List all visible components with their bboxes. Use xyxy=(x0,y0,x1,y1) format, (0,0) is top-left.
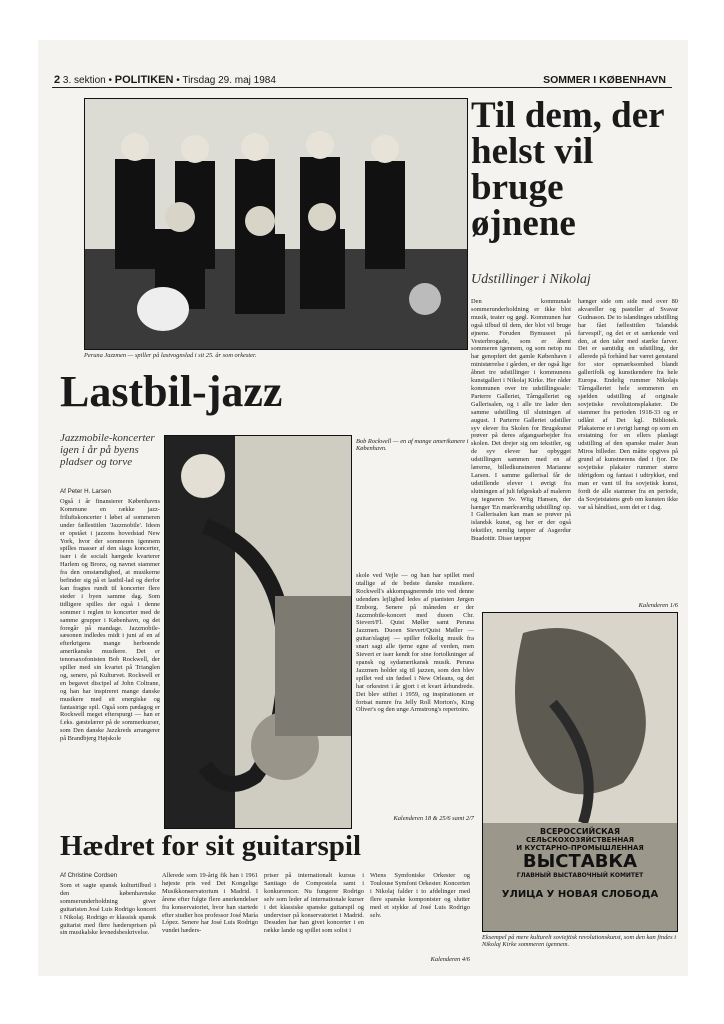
section-title: SOMMER I KØBENHAVN xyxy=(543,74,666,86)
nikolaj-headline: Til dem, der helst vil bruge øjnene xyxy=(471,95,664,244)
masthead: 2 3. sektion • POLITIKEN • Tirsdag 29. maj 1984 xyxy=(54,74,276,86)
newspaper-page xyxy=(38,40,688,976)
saxophonist-image xyxy=(165,436,351,828)
saxophonist-caption: Bob Rockwell — en af mange amerikanere i København. xyxy=(356,438,469,452)
nikolaj-column-1: Den kommunale sommerunderholdning er ikke blot musik, teater og gøgl. Kommunen har også tilbud til dem, der blot vil bruge øjnene. Foruden Bymuseet på Vesterbrogade, som er åbent sommeren igennem, og som netop nu har genopført det gamle København i ministørrelse i gården, er der også lige åbnet tre udstillinger i kommunens kunstgalleri i Nikolaj Kirke. Her råder kommunen over tre udstillingssale: Parterre Galleriet, Tårngalleriet og Gallerisalen, og i alle tre lader den samme udstilling til slutningen af august. I Parterre Galleriet udstiller syv elever fra Skolen for Brugskunst prøver på deres afgangsarbejder fra skolen. Det drejer sig om tekstiler, og de syv elever har opbygget udstillingen sammen med en af lærerne, billedkunstneren Marianne Larsen. I samme gallerisal får de udstillende elever i øvrigt fra slutningen af juli følgeskab af maleren og tegneren Sv. Wiig Hansen, der hænger 'En mærkværdig udstilling' op. I Gallerisalen kan man se prøver på islandsk kunst, og her er der også tekstiler, nemlig tæpper af Asgerdur Buadottir. Disse tæpper xyxy=(471,298,571,543)
poster-line-2: СЕЛЬСКОХОЗЯЙСТВЕННАЯ xyxy=(525,836,634,844)
nikolaj-calendar-ref: Kalenderen 1/6 xyxy=(638,602,678,609)
poster-line-6: УЛИЦА У НОВАЯ СЛОБОДА xyxy=(501,889,659,900)
band-photo-caption: Peruna Jazzmen — spiller på lastvognslad i sit 25. år som orkester. xyxy=(84,352,257,359)
guitar-byline: Af Christine Cordsen xyxy=(60,872,118,879)
poster-line-5: ГЛАВНЫЙ ВЫСТАВОЧНЫЙ КОМИТЕТ xyxy=(516,872,644,879)
band-photo xyxy=(84,98,468,350)
poster-line-3: И КУСТАРНО-ПРОМЫШЛЕННАЯ xyxy=(516,844,644,852)
nikolaj-subhead: Udstillinger i Nikolaj xyxy=(471,272,591,287)
jazz-byline: Af Peter H. Larsen xyxy=(60,488,111,495)
poster-line-4: ВЫСТАВКА xyxy=(522,851,638,872)
guitar-column-4: Wiens Symfoniske Orkester og Toulouse Symfoni Orkester. Koncerten i Nikolaj falder i to afdelinger med flere spanske komponister og slutter med et stykke af José Luis Rodrigo selv. xyxy=(370,872,470,919)
guitar-calendar-ref: Kalenderen 4/6 xyxy=(430,956,470,963)
issue-date: Tirsdag 29. maj 1984 xyxy=(182,75,276,86)
poster-line-1: ВСЕРОССИЙСКАЯ xyxy=(540,827,620,836)
poster-caption: Eksempel på mere kulturelt soviejtisk revolutionskunst, som den kan findes i Nikolaj Kirke sommeren igennem. xyxy=(482,934,676,948)
band-photo-image xyxy=(85,99,467,349)
guitar-column-1: Som et sagte spansk kulturtilbud i den københavnske sommerunderholdning giver guitaristen José Luis Rodrigo koncert i Nikolaj. Rodrigo er klassisk spansk guitarist med flere hædersprisen på sin musikalske levnedsbeskrivelse. xyxy=(60,882,156,937)
jazz-headline: Lastbil-jazz xyxy=(60,367,283,416)
jazz-calendar-ref: Kalenderen 18 & 25/6 samt 2/7 xyxy=(393,815,474,822)
guitar-column-2: Allerede som 19-årig fik han i 1961 højeste pris ved Det Kongelige Musikkonservatorium i Madrid. I årene efter fulgte flere anerkendelser fra konservatoriet, hvor han startede efter studier hos professor José María López. Senere har José Luis Rodrigo vundet hæders- xyxy=(162,872,258,935)
paper-name: POLITIKEN xyxy=(114,74,174,86)
jazz-column-1: Også i år finansierer Københavns Kommune en række jazz-friluftskoncerter i løbet af sommeren under fællestitlen 'Jazzmobile'. Ideen er opstået i jazzens hovedstad New York, hvor der sommeren igennem spilles masser af den slags koncerter, især i de socialt hærgede kvarterer Harlem og Bronx, og navnet stammer fra den omstændighed, at musikerne befinder sig på et lastbil-lad og derfor kan fragtes rundt til koncerter flere steder i byen samme dag. Som tidligere spilles der også i denne sommer i reglen to koncerter med de samme grupper i København, og det foregår på mandage. Jazzmobile-sæsonen indledes midt i juni af en af efterkrigens mange herboende amerikanske musikere. Det er tenorsaxofonisten Bob Rockwell, der spiller med sin kvartet på Trianglen og, senere, på Kulturvet. Rockwell er en begavet discipel af John Coltrane, og han har inspireret mange danske musikere med sit energiske og fantasirige spil. Også som pædagog er Rockwell meget efterspurgt — han er f.eks. gæstelærer på de sommerkurser, som Den danske Jazzkreds arrangerer på Brandbjerg Højskole xyxy=(60,498,160,743)
nikolaj-column-2: hænger side om side med over 80 akvareller og pasteller af Svavar Gudnason. De to islandinges udstilling har fået fællestitlen 'Islandsk farvespil', og det er et særkende ved den, at den taler med stærke farver. Det er samtidig en udstilling, der allerede på forhånd har været genstand for stor opmærksomhed blandt gallerifolk og kunstkendere fra hele Europa. Endelig rummer Nikolajs Tårngalleriet hele sommeren en sjælden udstilling af originale sovjetiske revolutionsplakater. De stammer fra perioden 1918-33 og er udlånt af Det kgl. Bibliotek. Plakaterne er i øvrigt hængt op som en erstatning for en ellers planlagt udstilling af den spanske maler Jean Miros billeder. Den måtte opgives på grund af kunstnerens død i fjor. De sovjetiske plakater rummer større idérigdom og fantasi i udtrykket, end man er vant til fra sovjetisk kunst, fordi de alle stammer fra en periode, da Sovjetstatens greb om kunsten ikke var så håndfast, som det er i dag. xyxy=(578,298,678,511)
page-number: 2 xyxy=(54,74,61,86)
soviet-poster xyxy=(482,612,678,932)
masthead-rule xyxy=(52,87,672,88)
guitar-column-3: priser på internationalt kursus i Santiago de Compostela samt i konkurrencer. Nu fungerer Rodrigo selv som leder af internationale kurser i det klassiske spanske guitarspil og underviser på konservatoriet i Madrid. Desuden har han givet koncerter i en række lande og spillet som solist i xyxy=(264,872,364,935)
section-label: 3. sektion xyxy=(62,75,106,86)
jazz-column-2: skole ved Vejle — og han har spillet med utallige af de bedste danske musikere. Rockwell's akkompagnerende trio ved denne udendørs lejlighed ledes af pianisten Jørgen Emborg. Senere på måneden er der Jazzmobile-koncert med duoen Chr. Sievert/Fl. Quist Møller samt Peruna Jazzmen. Duoen Sievert/Quist Møller — guitar/slagtøj — spiller folkelig musik fra snart sagt alle tjerne egne af verden, men Sievert er især kendt for sine fortolkninger af spansk og sydamerikansk musik. Peruna Jazzmen holder sig til jazzen, som den blev spillet ved sin fødsel i New Orleans, og det har orkestret i år gjort i et kvart århundrede. Det blev stiftet i 1959, og inspirationen er fortsat numre fra Jelly Roll Morton's, King Oliver's og den unge Armstrong's repertoire. xyxy=(356,572,474,714)
guitar-headline: Hædret for sit guitarspil xyxy=(60,830,362,862)
saxophonist-photo xyxy=(164,435,352,829)
jazz-deck: Jazzmobile-koncerter igen i år på byens pladser og torve xyxy=(60,432,155,468)
